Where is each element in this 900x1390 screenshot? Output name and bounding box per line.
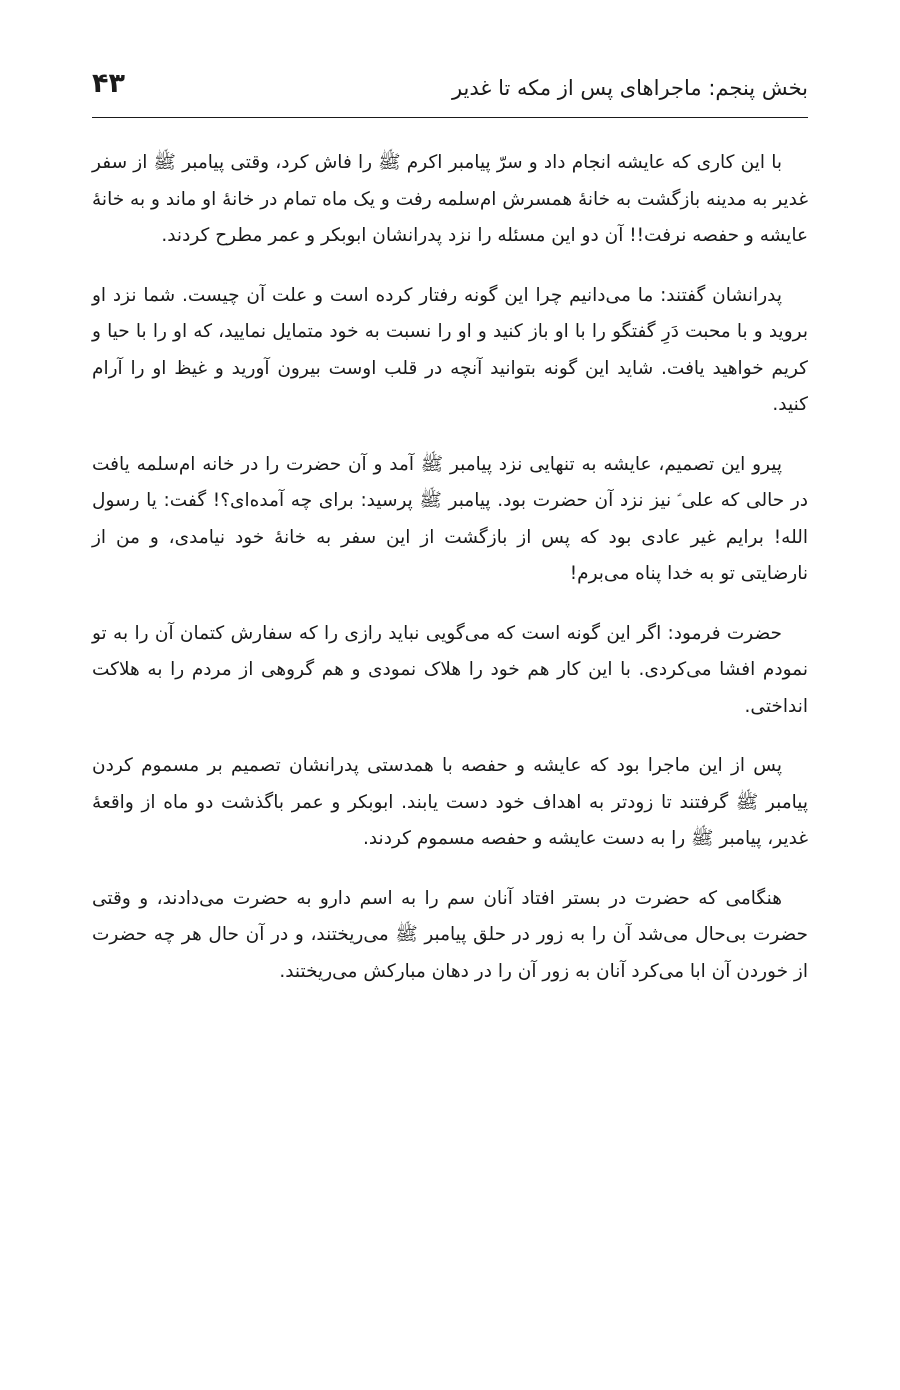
paragraph: پس از این ماجرا بود که عایشه و حفصه با همدستی پدرانشان تصمیم بر مسموم کردن پیامبر ﷺ گرفتند تا زودتر به اهداف خود دست یابند. ابوبکر و عمر باگذشت دو ماه از واقعهٔ غدیر، پیامبر ﷺ را به دست عایشه و حفصه مسموم کردند. bbox=[92, 755, 808, 849]
paragraph: حضرت فرمود: اگر این گونه است که می‌گویی نباید رازی را که سفارش کتمان آن را به تو نمودم افشا می‌کردی. با این کار هم خود را هلاک نمودی و هم گروهی از مردم را به هلاکت انداختی. bbox=[92, 622, 808, 717]
paragraph: پیرو این تصمیم، عایشه به تنهایی نزد پیامبر ﷺ آمد و آن حضرت را در خانه ام‌سلمه یافت در حالی که علی ؑ نیز نزد آن حضرت بود. پیامبر ﷺ پرسید: برای چه آمده‌ای؟! گفت: یا رسول الله! برایم غیر عادی بود که پس از بازگشت از این سفر به خانهٔ خود نیامدی، و من از نارضایتی تو به خدا پناه می‌برم! bbox=[92, 453, 808, 584]
book-page bbox=[92, 0, 808, 1390]
body-text bbox=[92, 145, 808, 1013]
page-number: ۴۳ bbox=[92, 68, 125, 99]
chapter-title: بخش پنجم: ماجراهای پس از مکه تا غدیر bbox=[451, 76, 808, 100]
paragraph: با این کاری که عایشه انجام داد و سرّ پیامبر اکرم ﷺ را فاش کرد، وقتی پیامبر ﷺ از سفر غدیر به مدینه بازگشت به خانهٔ همسرش ام‌سلمه رفت و یک ماه تمام در خانهٔ او ماند و به خانهٔ عایشه و حفصه نرفت!! آن دو این مسئله را نزد پدرانشان ابوبکر و عمر مطرح کردند. bbox=[92, 152, 808, 246]
paragraph: هنگامی که حضرت در بستر افتاد آنان سم را به اسم دارو به حضرت می‌دادند، و وقتی حضرت بی‌حال می‌شد آن را به زور در حلق پیامبر ﷺ می‌ریختند، و در آن حال هر چه حضرت از خوردن آن ابا می‌کرد آنان به زور آن را در دهان مبارکش می‌ریختند. bbox=[92, 887, 808, 982]
running-header bbox=[92, 68, 808, 116]
paragraph: پدرانشان گفتند: ما می‌دانیم چرا این گونه رفتار کرده است و علت آن چیست. شما نزد او بروید و با محبت دَرِ گفتگو را با او باز کنید و او را نسبت به خود متمایل نمایید، که او را با حیا و کریم خواهید یافت. شاید این گونه بتوانید آنچه در قلب اوست بیرون آورید و غیظ او را آرام کنید. bbox=[92, 284, 808, 415]
header-divider bbox=[92, 117, 808, 118]
